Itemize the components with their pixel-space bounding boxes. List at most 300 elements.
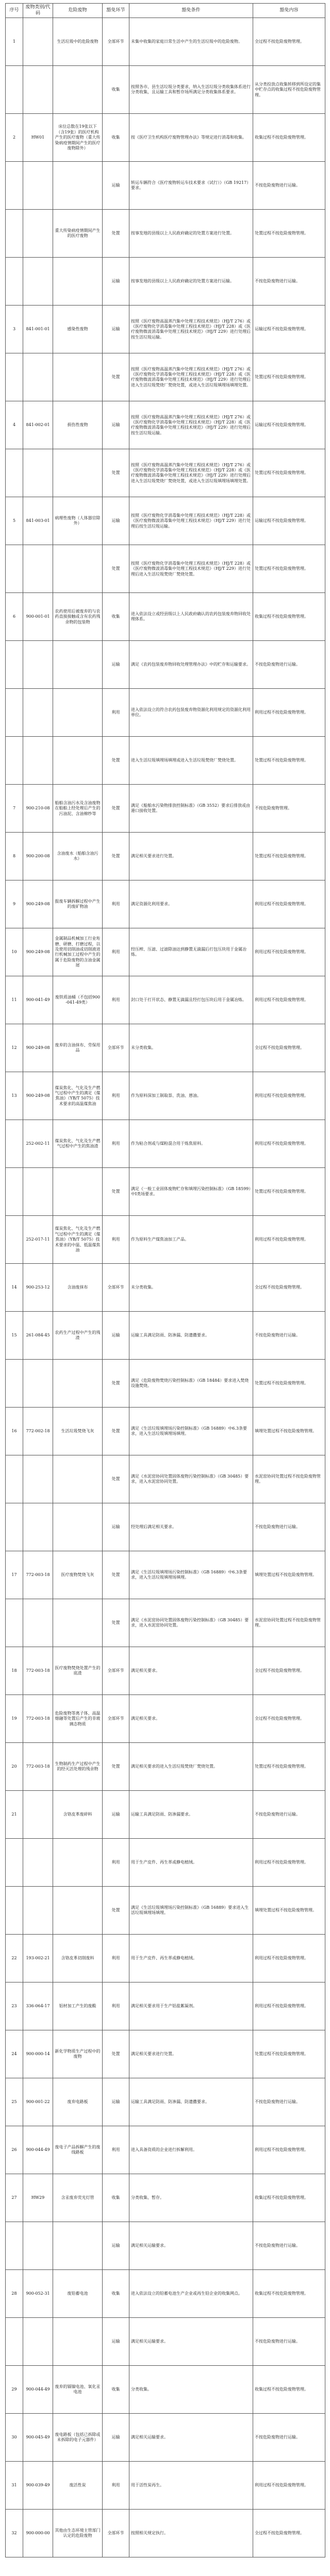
waste-name: 危险废物等离子体、高温熔融等处置后产生的非玻璃态物质	[53, 1695, 103, 1743]
row-number: 3	[6, 306, 23, 353]
exemption-step: 处置	[103, 833, 129, 880]
exemption-step: 处置	[103, 737, 129, 785]
waste-code	[23, 737, 53, 785]
exemption-condition: 满足《一般工业固体废物贮存和填埋污染控制标准》（GB 18599）中Ⅰ类场要求。	[129, 1168, 253, 1216]
exemption-content: 不按危险废物进行运输。	[253, 2414, 325, 2462]
waste-code: 252-002-11	[23, 1120, 53, 1168]
exemption-step: 运输	[103, 401, 129, 449]
row-number	[6, 1839, 23, 1887]
table-row	[6, 545, 325, 593]
waste-code: 900-001-22	[23, 2078, 53, 2126]
exemption-condition: 满足相关运输要求。	[129, 2414, 253, 2462]
exemption-content: 全过程不按危险废物管理。	[253, 18, 325, 66]
exemption-step: 收集	[103, 2174, 129, 2222]
exemption-step: 利用	[103, 1216, 129, 1264]
exemption-content: 收集过程不按危险废物管理。	[253, 2366, 325, 2414]
table-row	[6, 353, 325, 401]
row-number	[6, 545, 23, 593]
exemption-content: 处置过程不按危险废物管理。	[253, 2030, 325, 2078]
waste-name: 金属制品机械加工行业珩磨、研磨、打磨过程，以及使用切削油或切削液进行机械加工过程中产生的属于危险废物的含油金属屑	[53, 928, 103, 976]
exemption-condition: 进入生活垃圾填埋场填埋或进入生活垃圾焚烧厂焚烧处置。	[129, 737, 253, 785]
waste-name	[53, 1599, 103, 1647]
row-number: 1	[6, 18, 23, 66]
table-row	[6, 1982, 325, 2030]
waste-code	[23, 641, 53, 689]
exemption-step: 运输	[103, 2078, 129, 2126]
table-row	[6, 1408, 325, 1455]
row-number	[6, 1887, 23, 1935]
exemption-content: 全过程不按危险废物管理。	[253, 1024, 325, 1072]
exemption-step: 处置	[103, 1408, 129, 1455]
row-number: 11	[6, 976, 23, 1024]
exemption-step: 运输	[103, 162, 129, 210]
waste-code	[23, 1791, 53, 1839]
row-number: 22	[6, 1935, 23, 1982]
exemption-step: 利用	[103, 1839, 129, 1887]
waste-name: 医疗废物焚烧飞灰	[53, 1551, 103, 1599]
exemption-content: 利用过程不按危险废物管理。	[253, 1935, 325, 1982]
exemption-step: 处置	[103, 1455, 129, 1503]
row-number	[6, 1599, 23, 1647]
table-row	[6, 2318, 325, 2366]
table-row	[6, 1360, 325, 1408]
row-number	[6, 1360, 23, 1408]
waste-name: 煤炭焦化、气化及生产燃气过程中产生的焦油渣	[53, 1120, 103, 1168]
table-row	[6, 785, 325, 833]
row-number: 19	[6, 1695, 23, 1743]
table-row	[6, 2270, 325, 2318]
waste-name: 铝材加工产生的废酸	[53, 1982, 103, 2030]
exemption-content: 不按危险废物进行运输。	[253, 2318, 325, 2366]
waste-name	[53, 1360, 103, 1408]
waste-name	[53, 641, 103, 689]
waste-name: 其他由生态环境主管部门认定的危险废物	[53, 2510, 103, 2557]
exemption-condition: 分类收集、暂存。	[129, 2174, 253, 2222]
exemption-condition: 满足相关运输要求。	[129, 2222, 253, 2270]
exemption-content: 处置过程不按危险废物管理。	[253, 353, 325, 401]
waste-code	[23, 162, 53, 210]
table-row	[6, 1839, 325, 1887]
exemption-content: 收集过程不按危险废物管理。	[253, 2270, 325, 2318]
exemption-step: 处置	[103, 2030, 129, 2078]
exemption-content: 处置过程不按危险废物管理。	[253, 1360, 325, 1408]
table-row	[6, 1887, 325, 1935]
exemption-condition: 进入依法设立或经县级以上人民政府确认的农药包装废弃物回收处理体系。	[129, 593, 253, 641]
table-row	[6, 1264, 325, 1312]
table-row	[6, 306, 325, 353]
exemption-step: 全部环节	[103, 1264, 129, 1312]
waste-code: 900-000-00	[23, 2510, 53, 2557]
exemption-step: 利用	[103, 976, 129, 1024]
waste-name: 含铬皮革废碎料	[53, 1791, 103, 1839]
exemption-step: 利用	[103, 1982, 129, 2030]
table-row	[6, 2078, 325, 2126]
waste-name: 含汞废弃荧光灯管	[53, 2174, 103, 2222]
header-step: 豁免环节	[103, 4, 129, 18]
row-number: 5	[6, 497, 23, 545]
header-exemption: 豁免内容	[253, 4, 325, 18]
waste-code: 900-039-49	[23, 2462, 53, 2510]
exemption-content: 处置过程不按危险废物管理。	[253, 545, 325, 593]
waste-name: 废弃的镉镍电池、氧化汞电池	[53, 2366, 103, 2414]
table-row	[6, 1120, 325, 1168]
row-number	[6, 1455, 23, 1503]
exemption-step: 运输	[103, 641, 129, 689]
waste-code	[23, 1360, 53, 1408]
exemption-step: 利用	[103, 2462, 129, 2510]
exemption-condition: 按事发地的县级以上人民政府确定的处置方案进行运输。	[129, 258, 253, 306]
waste-name: 感染性废物	[53, 306, 103, 353]
exemption-content: 填埋处置过程不按危险废物管理。	[253, 1408, 325, 1455]
table-row	[6, 1743, 325, 1791]
row-number: 7	[6, 785, 23, 833]
waste-code: 772-003-18	[23, 1647, 53, 1695]
waste-name	[53, 689, 103, 737]
exemption-step: 全部环节	[103, 1647, 129, 1695]
table-row	[6, 2414, 325, 2462]
exemption-content: 全过程不按危险废物管理。	[253, 1695, 325, 1743]
waste-name	[53, 1455, 103, 1503]
waste-name: 废铅蓄电池	[53, 2270, 103, 2318]
row-number	[6, 2318, 23, 2366]
exemption-content: 利用过程不按危险废物管理。	[253, 976, 325, 1024]
exemption-condition: 满足相关要求进行处置。	[129, 2030, 253, 2078]
exemption-condition: 按照各市、县生活垃圾分类要求，纳入生活垃圾分类收集体系进行分类收集，且运输工具和暂存场所满足分类收集体系要求。	[129, 66, 253, 114]
table-row	[6, 737, 325, 785]
table-row	[6, 593, 325, 641]
waste-code	[23, 210, 53, 258]
table-row	[6, 1551, 325, 1599]
exemption-content: 填埋处置过程不按危险废物管理。	[253, 1551, 325, 1599]
waste-code	[23, 1455, 53, 1503]
exemption-condition: 满足《生活垃圾填埋场污染控制标准》（GB 16889）中6.3条要求，进入生活垃圾填埋场填埋。	[129, 1408, 253, 1455]
table-header-row	[6, 4, 325, 18]
exemption-step: 收集	[103, 2270, 129, 2318]
exemption-condition: 转运车辆符合《医疗废物转运车技术要求（试行）》（GB 19217）要求。	[129, 162, 253, 210]
table-row	[6, 1312, 325, 1360]
waste-name	[53, 1839, 103, 1887]
waste-code: 900-001-01	[23, 593, 53, 641]
exemption-step: 运输	[103, 2318, 129, 2366]
waste-code: 252-017-11	[23, 1216, 53, 1264]
exemption-content: 不按危险废物进行运输。	[253, 1312, 325, 1360]
exemption-condition: 满足《水泥窑协同处置固体废物污染控制标准》（GB 30485）要求，进入水泥窑协同处置。	[129, 1455, 253, 1503]
exemption-condition: 作为原料生产煤焦油加工产品。	[129, 1216, 253, 1264]
header-condition: 豁免条件	[129, 4, 253, 18]
row-number: 25	[6, 2078, 23, 2126]
exemption-step: 处置	[103, 1360, 129, 1408]
row-number	[6, 641, 23, 689]
exemption-condition: 作为粘合剂或与煤粉混合用于炼焦原料。	[129, 1120, 253, 1168]
exemption-content: 全过程不按危险废物管理。	[253, 2510, 325, 2557]
waste-code	[23, 2222, 53, 2270]
waste-code	[23, 545, 53, 593]
waste-code: 900-045-49	[23, 2414, 53, 2462]
waste-code	[23, 449, 53, 497]
waste-name	[53, 2318, 103, 2366]
row-number: 31	[6, 2462, 23, 2510]
waste-code: HW29	[23, 2174, 53, 2222]
table-row	[6, 2174, 325, 2222]
table-row	[6, 66, 325, 114]
exemption-step: 全部环节	[103, 18, 129, 66]
exemption-step: 利用	[103, 928, 129, 976]
row-number	[6, 1120, 23, 1168]
exemption-step: 运输	[103, 1312, 129, 1360]
exemption-content: 利用过程不按危险废物管理。	[253, 1072, 325, 1120]
table-row	[6, 689, 325, 737]
exemption-condition: 满足相关要求进行处置。	[129, 833, 253, 880]
exemption-condition: 按事发地的县级以上人民政府确定的处置方案进行处置。	[129, 210, 253, 258]
exemption-step: 处置	[103, 210, 129, 258]
exemption-content: 不按危险废物进行运输。	[253, 2078, 325, 2126]
waste-name: 废弃电路板	[53, 2078, 103, 2126]
table-row	[6, 2366, 325, 2414]
exemption-step: 处置	[103, 1887, 129, 1935]
table-row	[6, 2126, 325, 2174]
waste-name: 重大传染病疫情期间产生的医疗废物	[53, 210, 103, 258]
exemption-step: 处置	[103, 449, 129, 497]
exemption-content: 利用过程不按危险废物管理。	[253, 689, 325, 737]
row-number	[6, 210, 23, 258]
exemption-step: 处置	[103, 353, 129, 401]
table-row	[6, 833, 325, 880]
waste-name: 报废车辆拆解过程中产生的废矿物油	[53, 880, 103, 928]
row-number	[6, 162, 23, 210]
row-number: 4	[6, 401, 23, 449]
row-number: 27	[6, 2174, 23, 2222]
exemption-condition: 封口处于打开状态、静置无滴漏且经打包压块后用于金属冶炼。	[129, 976, 253, 1024]
exemption-step: 处置	[103, 545, 129, 593]
row-number: 29	[6, 2366, 23, 2414]
row-number: 28	[6, 2270, 23, 2318]
row-number: 23	[6, 1982, 23, 2030]
waste-code	[23, 66, 53, 114]
row-number: 20	[6, 1743, 23, 1791]
exemption-condition: 满足《生活垃圾填埋场污染控制标准》（GB 16889）中6.3条要求，进入生活垃圾填埋场填埋。	[129, 1551, 253, 1599]
exemption-content: 全过程不按危险废物管理。	[253, 1264, 325, 1312]
table-row	[6, 1647, 325, 1695]
exemption-content: 利用过程不按危险废物管理。	[253, 2126, 325, 2174]
exemption-step: 运输	[103, 258, 129, 306]
row-number	[6, 1216, 23, 1264]
waste-name: 损伤性废物	[53, 401, 103, 449]
row-number: 21	[6, 1791, 23, 1839]
exemption-condition: 满足相关要求。	[129, 1695, 253, 1743]
exemption-condition: 用于活性炭再生。	[129, 2462, 253, 2510]
waste-name: 病理性废物（人体器官除外）	[53, 497, 103, 545]
exemption-condition: 未分类收集。	[129, 1264, 253, 1312]
waste-code	[23, 1599, 53, 1647]
waste-code: 841-002-01	[23, 401, 53, 449]
waste-code: 772-003-18	[23, 1695, 53, 1743]
waste-code	[23, 2318, 53, 2366]
waste-name: 废活性炭	[53, 2462, 103, 2510]
exemption-step: 利用	[103, 1120, 129, 1168]
table-row	[6, 1935, 325, 1982]
table-row	[6, 114, 325, 162]
waste-name	[53, 258, 103, 306]
table-row	[6, 880, 325, 928]
exemption-step: 全部环节	[103, 1695, 129, 1743]
waste-code: 900-249-08	[23, 928, 53, 976]
exemption-condition: 进入依法设立的铅蓄电池生产企业或再生铅企业的收集网点。	[129, 2270, 253, 2318]
exemption-step: 运输	[103, 2222, 129, 2270]
exemption-content: 填埋处置过程不按危险废物管理。	[253, 1887, 325, 1935]
exemption-step: 利用	[103, 1072, 129, 1120]
exemption-condition: 按照《医疗废物高温蒸汽集中处理工程技术规范》（HJ/T 276）或《医疗废物化学消毒集中处理工程技术规范》（HJ/T 228）或《医疗废物微波消毒集中处理工程技术规范》（HJ/T 229）进行处理后进入生活垃圾焚烧厂焚烧处置，或进入生活垃圾填埋场填埋处置。	[129, 449, 253, 497]
waste-name: 废弃的含油抹布、劳保用品	[53, 1024, 103, 1072]
exemption-condition: 分类收集。	[129, 2366, 253, 2414]
exemption-content: 利用过程不按危险废物管理。	[253, 1216, 325, 1264]
waste-name	[53, 162, 103, 210]
row-number: 24	[6, 2030, 23, 2078]
table-row	[6, 18, 325, 66]
waste-code: 336-064-17	[23, 1982, 53, 2030]
exemption-content: 不按危险废物进行运输。	[253, 641, 325, 689]
table-row	[6, 1695, 325, 1743]
waste-code	[23, 353, 53, 401]
waste-code: 772-002-18	[23, 1408, 53, 1455]
exemption-content: 处置过程不按危险废物管理。	[253, 1743, 325, 1791]
waste-code	[23, 689, 53, 737]
row-number: 9	[6, 880, 23, 928]
exemption-condition: 运输工具满足防雨、防渗漏要求。	[129, 1791, 253, 1839]
exemption-condition: 满足《水泥窑协同处置固体废物污染控制标准》（GB 30485）要求，进入水泥窑协同处置。	[129, 1599, 253, 1647]
table-row	[6, 2462, 325, 2510]
waste-name: 农药使用后被废弃的与农药直接接触或含有农药残余物的包装物	[53, 593, 103, 641]
waste-code: 900-249-08	[23, 1072, 53, 1120]
row-number	[6, 353, 23, 401]
exemption-step: 收集	[103, 66, 129, 114]
waste-name: 农药生产过程中产生的残渣	[53, 1312, 103, 1360]
exemption-content: 利用过程不按危险废物管理。	[253, 1839, 325, 1887]
row-number: 26	[6, 2126, 23, 2174]
exemption-content: 运输过程不按危险废物管理。	[253, 401, 325, 449]
exemption-content: 水泥窑协同处置过程不按危险废物管理。	[253, 1455, 325, 1503]
exemption-condition: 按《医疗卫生机构医疗废物管理办法》等规定进行消毒和收集。	[129, 114, 253, 162]
exemption-step: 全部环节	[103, 1024, 129, 1072]
row-number: 6	[6, 593, 23, 641]
exemption-step: 利用	[103, 689, 129, 737]
exemption-condition: 满足相关要求。	[129, 1647, 253, 1695]
waste-code: 900-000-14	[23, 2030, 53, 2078]
waste-code: 900-052-31	[23, 2270, 53, 2318]
exemption-content: 运输过程不按危险废物管理。	[253, 306, 325, 353]
table-row	[6, 258, 325, 306]
row-number: 30	[6, 2414, 23, 2462]
row-number	[6, 2222, 23, 2270]
row-number	[6, 66, 23, 114]
waste-name	[53, 2222, 103, 2270]
exemption-condition: 满足资源化利用要求。	[129, 880, 253, 928]
waste-name	[53, 66, 103, 114]
exemption-content: 利用过程不按危险废物管理。	[253, 880, 325, 928]
waste-code	[23, 1168, 53, 1216]
exemption-step: 收集	[103, 114, 129, 162]
waste-code	[23, 1503, 53, 1551]
exemption-content: 处置过程不按危险废物管理。	[253, 833, 325, 880]
waste-name: 含油废水（船舶含油污水）	[53, 833, 103, 880]
exemption-condition: 按照《医疗废物高温蒸汽集中处理工程技术规范》（HJ/T 276）或《医疗废物化学消毒集中处理工程技术规范》（HJ/T 228）或《医疗废物微波消毒集中处理工程技术规范》（HJ/T 229）进行处理后按生活垃圾运输。	[129, 306, 253, 353]
row-number: 15	[6, 1312, 23, 1360]
row-number: 13	[6, 1072, 23, 1120]
exemption-content: 处置过程不按危险废物管理。	[253, 449, 325, 497]
exemption-condition: 未分类收集。	[129, 1024, 253, 1072]
waste-code	[23, 258, 53, 306]
waste-code: 772-003-18	[23, 1551, 53, 1599]
exemption-content: 不按危险废物管理。	[253, 785, 325, 833]
table-row	[6, 497, 325, 545]
table-row	[6, 162, 325, 210]
waste-code: 841-001-01	[23, 306, 53, 353]
exemption-content: 不按危险废物进行运输。	[253, 1503, 325, 1551]
exemption-content: 处置过程不按危险废物管理。	[253, 210, 325, 258]
waste-name	[53, 1168, 103, 1216]
table-row	[6, 1072, 325, 1120]
row-number: 2	[6, 114, 23, 162]
header-no: 序号	[6, 4, 23, 18]
table-row	[6, 1216, 325, 1264]
waste-name	[53, 1887, 103, 1935]
exemption-condition: 进入依法设立的符合农药包装废弃物资源化利用规定的资源化利用单位。	[129, 689, 253, 737]
waste-name: 废铁质油桶（不包括900-041-49类）	[53, 976, 103, 1024]
exemption-content: 不按危险废物进行运输。	[253, 162, 325, 210]
exemption-content: 收集过程不按危险废物管理。	[253, 114, 325, 162]
waste-code: 900-253-12	[23, 1264, 53, 1312]
exemption-content: 不按危险废物进行运输。	[253, 2222, 325, 2270]
exemption-condition: 经压榨、压滤、过滤除油达到静置无滴漏后打包压块用于金属冶炼。	[129, 928, 253, 976]
waste-name: 医疗废物焚烧处置产生的底渣	[53, 1647, 103, 1695]
exemption-condition: 按照《医疗废物高温蒸汽集中处理工程技术规范》（HJ/T 276）或《医疗废物化学消毒集中处理工程技术规范》（HJ/T 228）或《医疗废物微波消毒集中处理工程技术规范》（HJ/T 229）进行处理后按生活垃圾运输。	[129, 401, 253, 449]
row-number	[6, 1168, 23, 1216]
waste-name: 床位总数在19张以下（含19张）的医疗机构产生的医疗废物（重大传染病疫情期间产生的医疗废物除外）	[53, 114, 103, 162]
table-row	[6, 2222, 325, 2270]
exemption-content: 利用过程不按危险废物管理。	[253, 928, 325, 976]
exemption-content: 利用过程不按危险废物管理。	[253, 1982, 325, 2030]
exemption-content: 处置过程不按危险废物管理。	[253, 737, 325, 785]
exemption-content: 不按危险废物进行运输。	[253, 258, 325, 306]
waste-code: HW01	[23, 114, 53, 162]
row-number: 32	[6, 2510, 23, 2557]
waste-code: 261-084-45	[23, 1312, 53, 1360]
row-number: 17	[6, 1551, 23, 1599]
exemption-condition: 用于生产皮件、再生革或静电植绒。	[129, 1839, 253, 1887]
waste-code: 900-200-08	[23, 833, 53, 880]
exemption-condition: 运输工具满足防雨、防渗漏、防遗撒要求。	[129, 1312, 253, 1360]
exemption-content: 水泥窑协同处置过程不按危险废物管理。	[253, 1599, 325, 1647]
row-number: 10	[6, 928, 23, 976]
exemption-content: 运输过程不按危险废物管理。	[253, 497, 325, 545]
waste-code	[23, 1887, 53, 1935]
table-row	[6, 1503, 325, 1551]
exemption-content: 收集过程不按危险废物管理。	[253, 593, 325, 641]
exemption-step: 全部环节	[103, 2510, 129, 2557]
exemption-content: 处置过程不按危险废物管理。	[253, 1168, 325, 1216]
waste-code: 900-210-08	[23, 785, 53, 833]
table-row	[6, 1599, 325, 1647]
waste-name: 生活垃圾中的危险废物	[53, 18, 103, 66]
exemption-step: 运输	[103, 1791, 129, 1839]
exemption-condition: 经处理后满足相关要求。	[129, 1503, 253, 1551]
waste-name: 生物制药生产过程中产生的经灭活处理的残余物	[53, 1743, 103, 1791]
row-number	[6, 689, 23, 737]
exemption-condition: 满足《危险废物焚烧污染控制标准》（GB 18484）要求进入焚烧设施焚烧。	[129, 1360, 253, 1408]
exemption-content: 不按危险废物进行运输。	[253, 1791, 325, 1839]
exemption-step: 处置	[103, 785, 129, 833]
waste-code: 900-044-49	[23, 2126, 53, 2174]
waste-code	[23, 1839, 53, 1887]
